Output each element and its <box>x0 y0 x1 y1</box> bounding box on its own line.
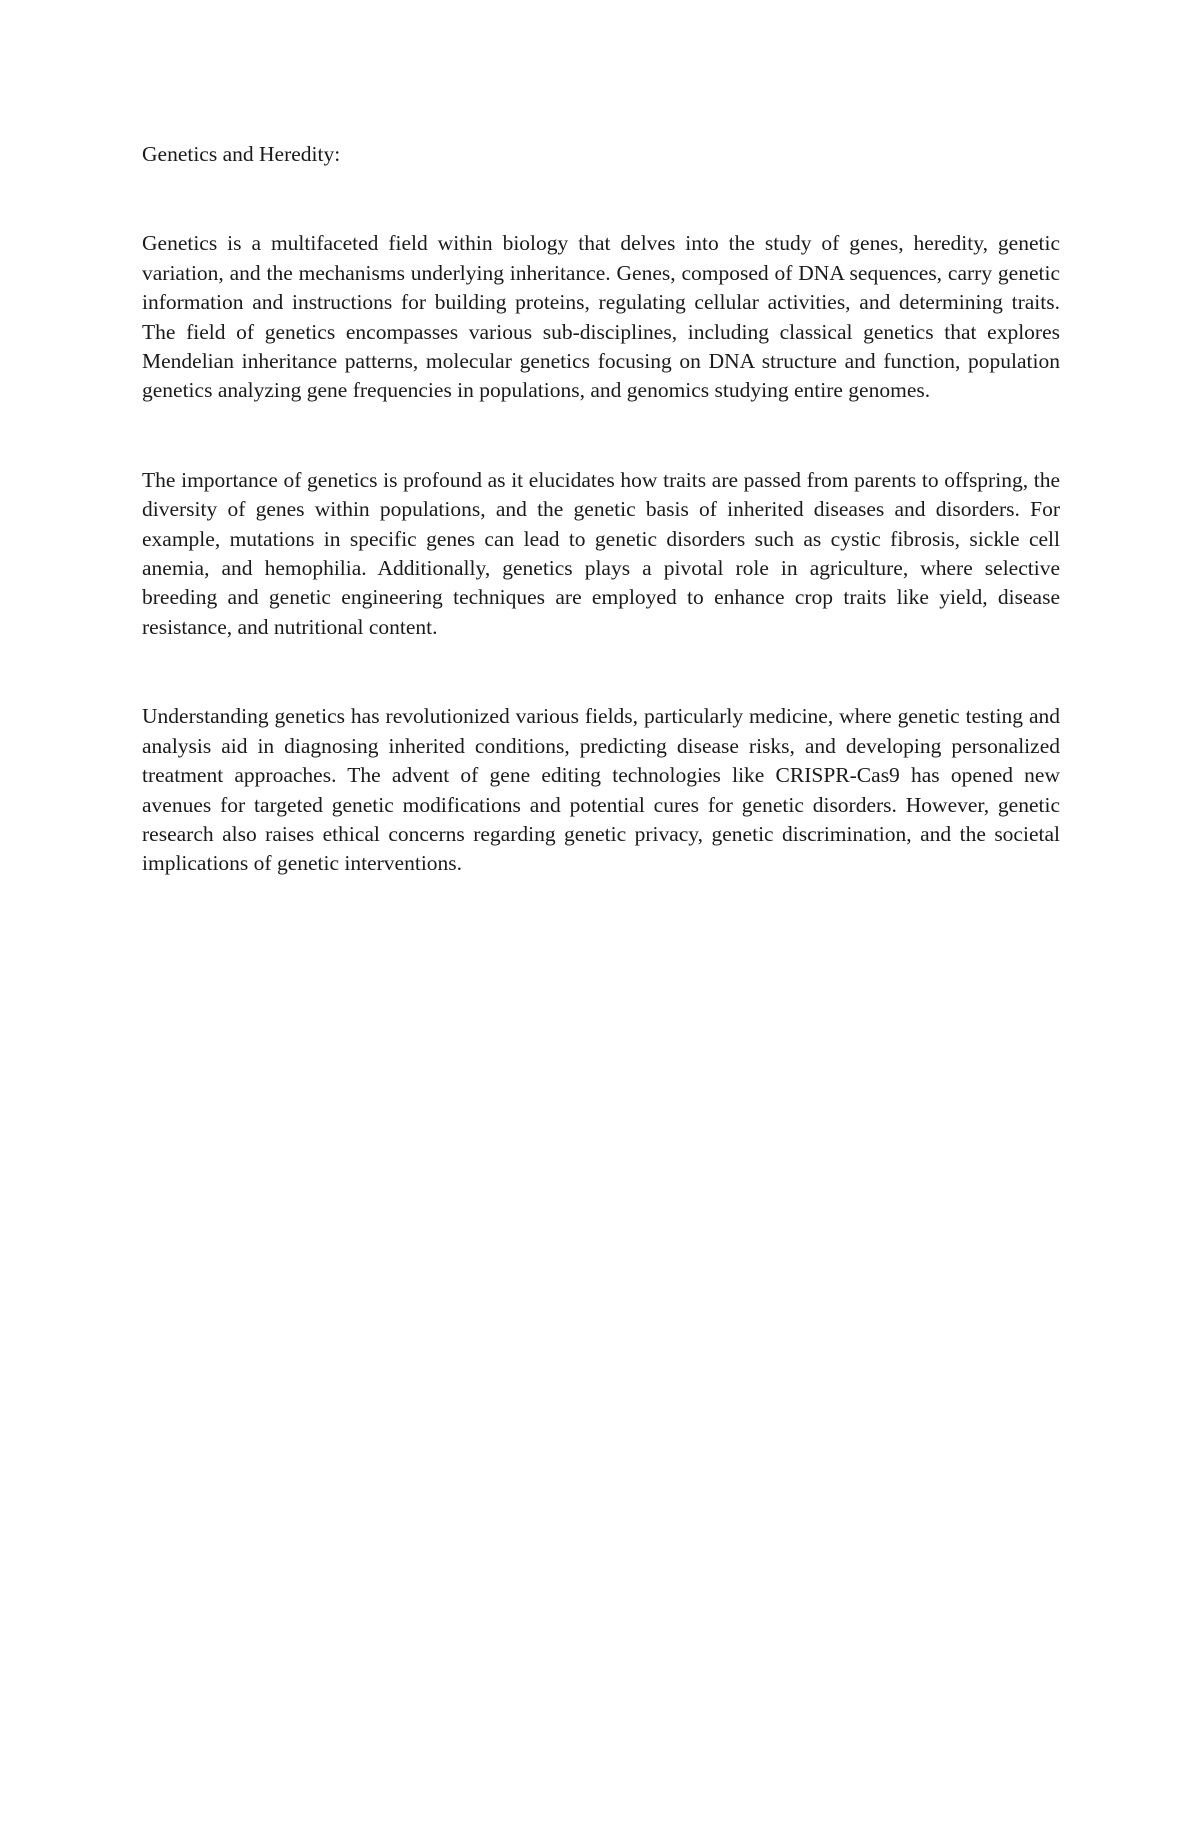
paragraph-introduction: Genetics is a multifaceted field within biology that delves into the study of genes, heredity, genetic variation, and the mechanisms underlying inheritance. Genes, composed of DNA sequences, carry genetic information and instructions for building proteins, regulating cellular activities, and determining traits. The field of genetics encompasses various sub-disciplines, including classical genetics that explores Mendelian inheritance patterns, molecular genetics focusing on DNA structure and function, population genetics analyzing gene frequencies in populations, and genomics studying entire genomes. <box>142 231 1060 403</box>
paragraph-applications: Understanding genetics has revolutionized various fields, particularly medicine, where genetic testing and analysis aid in diagnosing inherited conditions, predicting disease risks, and developing personalized treatment approaches. The advent of gene editing technologies like CRISPR-Cas9 has opened new avenues for targeted genetic modifications and potential cures for genetic disorders. However, genetic research also raises ethical concerns regarding genetic privacy, genetic discrimination, and the societal implications of genetic interventions. <box>142 704 1060 876</box>
document-title: Genetics and Heredity: <box>142 142 341 166</box>
document-body <box>142 140 1060 939</box>
paragraph-importance: The importance of genetics is profound as it elucidates how traits are passed from parents to offspring, the diversity of genes within populations, and the genetic basis of inherited diseases and disorders. For example, mutations in specific genes can lead to genetic disorders such as cystic fibrosis, sickle cell anemia, and hemophilia. Additionally, genetics plays a pivotal role in agriculture, where selective breeding and genetic engineering techniques are employed to enhance crop traits like yield, disease resistance, and nutritional content. <box>142 467 1060 639</box>
